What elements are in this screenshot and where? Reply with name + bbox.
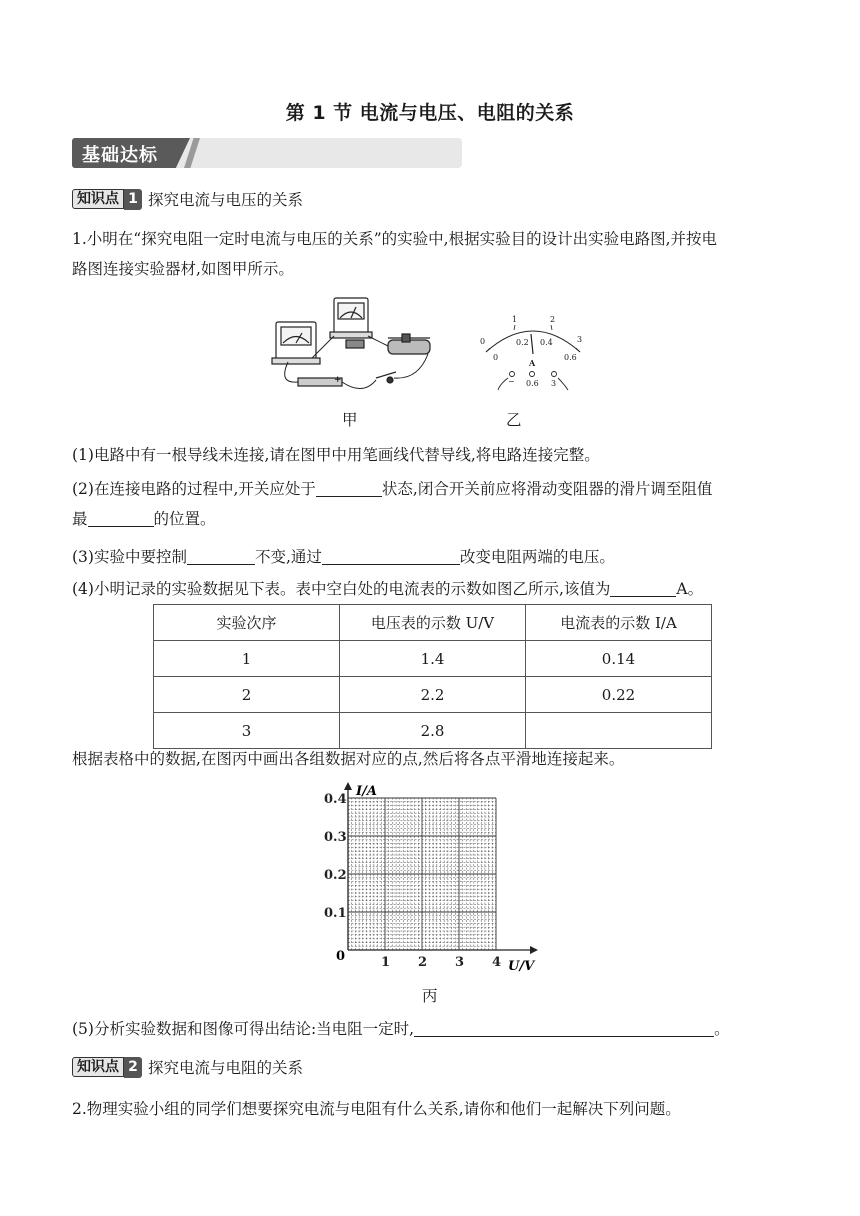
- dial-top-0: 0: [480, 337, 486, 346]
- terminal-3: 3: [551, 379, 557, 388]
- caption-jia: 甲: [342, 411, 358, 429]
- kp-label: 探究电流与电压的关系: [148, 191, 304, 209]
- caption-yi: 乙: [506, 411, 522, 429]
- dial-top-1: 1: [512, 315, 518, 324]
- origin-label: 0: [336, 949, 346, 964]
- y-tick-label: 0.1: [324, 906, 347, 921]
- answer-blank[interactable]: [187, 546, 255, 565]
- question-1-part-1: (1)电路中有一根导线未连接,请在图甲中用笔画线代替导线,将电路连接完整。: [72, 446, 600, 464]
- grid-chart: [318, 778, 548, 976]
- p3-text-c: 改变电阻两端的电压。: [459, 548, 615, 566]
- kp-number: 2: [124, 1057, 142, 1078]
- table-cell: 2.8: [340, 713, 526, 749]
- p5-text-b: 。: [714, 1020, 730, 1038]
- dial-needle: [531, 334, 533, 354]
- x-tick-label: 2: [418, 955, 428, 970]
- table-header-row: [154, 605, 712, 641]
- question-1-plot-instruction: 根据表格中的数据,在图丙中画出各组数据对应的点,然后将各点平滑地连接起来。: [72, 750, 625, 768]
- y-axis-label: I/A: [356, 784, 377, 799]
- answer-blank[interactable]: [322, 546, 460, 565]
- p4-text-a: (4)小明记录的实验数据见下表。表中空白处的电流表的示数如图乙所示,该值为: [72, 580, 611, 598]
- svg-text:+: +: [334, 375, 342, 385]
- y-tick-label: 0.3: [324, 830, 347, 845]
- p2-text-c: 最: [72, 510, 88, 528]
- x-axis-arrow: [530, 946, 538, 954]
- kp-number: 1: [124, 189, 142, 210]
- p3-text-a: (3)实验中要控制: [72, 548, 187, 566]
- table-row: [154, 677, 712, 713]
- question-1-intro: [72, 224, 788, 284]
- table-header-cell: 电流表的示数 I/A: [526, 605, 712, 641]
- dial-bottom-2: 0.4: [540, 338, 553, 347]
- x-tick-label: 1: [381, 955, 391, 970]
- x-tick-label: 3: [455, 955, 465, 970]
- section-banner: [72, 138, 462, 168]
- answer-blank[interactable]: [88, 508, 154, 527]
- p2-text-a: (2)在连接电路的过程中,开关应处于: [72, 480, 316, 498]
- switch-icon: [376, 372, 396, 378]
- circuit-apparatus-figure: [268, 292, 448, 402]
- q1-line-2: 路图连接实验器材,如图甲所示。: [72, 260, 294, 278]
- table-cell: 0.22: [526, 677, 712, 713]
- table-header-cell: 实验次序: [154, 605, 340, 641]
- chart-grid: [348, 798, 496, 950]
- table-cell: 3: [154, 713, 340, 749]
- question-1-part-5: [72, 1014, 788, 1044]
- y-tick-label: 0.2: [324, 868, 347, 883]
- kp-tag: 知识点: [72, 189, 124, 209]
- terminal-neg: −: [508, 377, 515, 386]
- table-cell: 1.4: [340, 641, 526, 677]
- table-row: [154, 641, 712, 677]
- dial-top-3: 3: [577, 335, 583, 344]
- question-1-part-4: [72, 574, 788, 604]
- p5-text-a: (5)分析实验数据和图像可得出结论:当电阻一定时,: [72, 1020, 415, 1038]
- table-cell: 2.2: [340, 677, 526, 713]
- terminal-0-6: 0.6: [526, 379, 539, 388]
- p3-text-b: 不变,通过: [254, 548, 322, 566]
- knowledge-point-1: [72, 188, 303, 210]
- kp-label: 探究电流与电阻的关系: [148, 1059, 304, 1077]
- knowledge-point-2: [72, 1056, 303, 1078]
- answer-blank[interactable]: [316, 478, 382, 497]
- table-cell: 2: [154, 677, 340, 713]
- dial-top-2: 2: [550, 315, 556, 324]
- x-tick-label: 4: [492, 955, 502, 970]
- caption-bing: 丙: [422, 987, 438, 1005]
- question-1-part-3: [72, 542, 788, 572]
- p4-text-b: A。: [676, 580, 704, 598]
- data-table: [153, 604, 712, 749]
- question-2-text: 2.物理实验小组的同学们想要探究电流与电阻有什么关系,请你和他们一起解决下列问题。: [72, 1100, 681, 1118]
- y-tick-label: 0.4: [324, 792, 347, 807]
- answer-blank[interactable]: [610, 578, 676, 597]
- answer-blank[interactable]: [414, 1018, 714, 1037]
- table-header-cell: 电压表的示数 U/V: [340, 605, 526, 641]
- kp-tag: 知识点: [72, 1057, 124, 1077]
- question-1-part-2: [72, 474, 788, 534]
- p2-text-b: 状态,闭合开关前应将滑动变阻器的滑片调至阻值: [381, 480, 713, 498]
- q1-line-1: 1.小明在“探究电阻一定时电流与电压的关系”的实验中,根据实验目的设计出实验电路图,并按电: [72, 230, 717, 248]
- dial-unit: A: [529, 358, 536, 368]
- y-axis-arrow: [344, 782, 352, 790]
- table-cell: 0.14: [526, 641, 712, 677]
- dial-bottom-3: 0.6: [564, 353, 577, 362]
- p2-text-d: 的位置。: [153, 510, 216, 528]
- dial-bottom-1: 0.2: [516, 338, 529, 347]
- ammeter-dial-figure: [478, 312, 588, 392]
- table-cell: 1: [154, 641, 340, 677]
- x-axis-label: U/V: [508, 959, 535, 974]
- banner-label: 基础达标: [82, 145, 158, 166]
- page-title: 第 1 节 电流与电压、电阻的关系: [285, 102, 575, 124]
- dial-bottom-0: 0: [493, 353, 499, 362]
